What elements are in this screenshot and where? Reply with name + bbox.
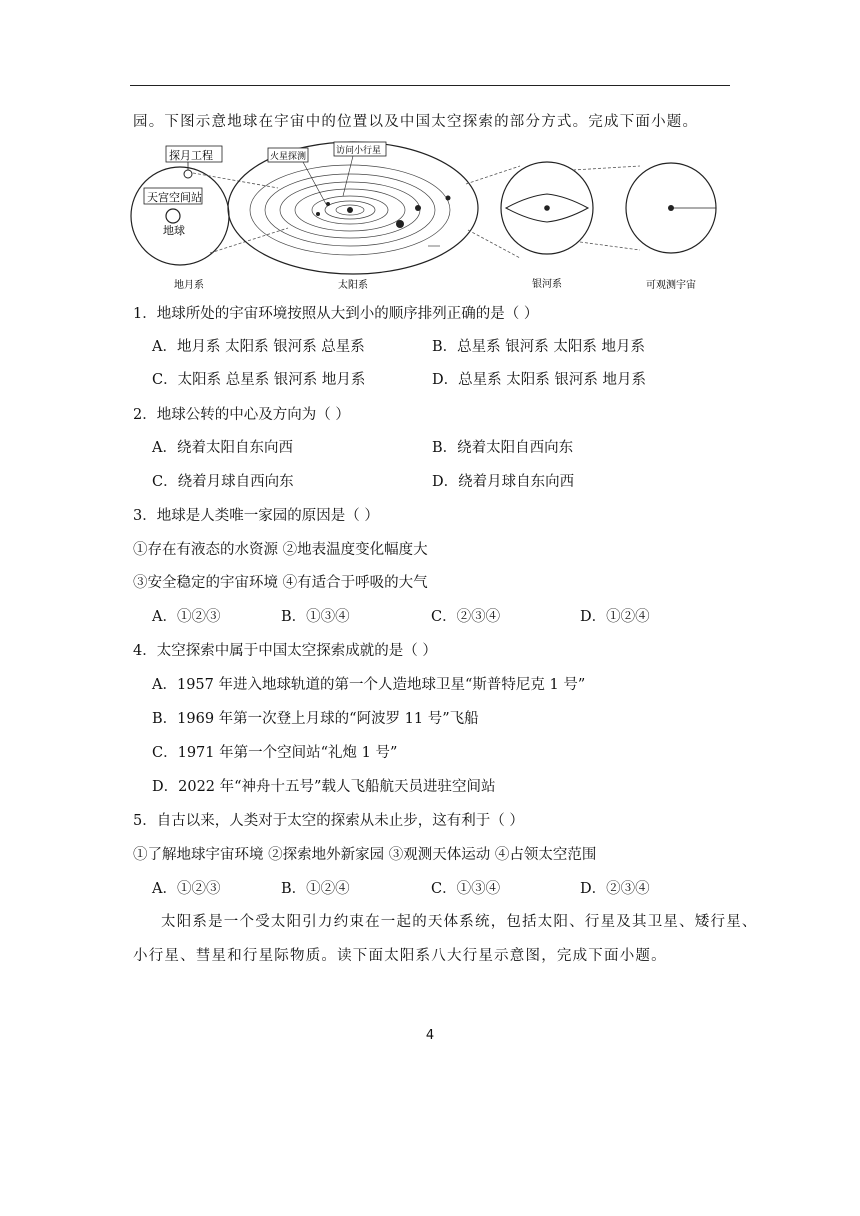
earth-dot bbox=[166, 209, 180, 223]
q5-option-c: C．①③④ bbox=[431, 881, 501, 897]
question-2-stem: 2．地球公转的中心及方向为（ ） bbox=[133, 407, 350, 423]
q1-option-b: B．总星系 银河系 太阳系 地月系 bbox=[432, 339, 645, 355]
q3-option-b: B．①③④ bbox=[281, 609, 350, 625]
question-5-stem: 5．自古以来，人类对于太空的探索从未止步，这有利于（ ） bbox=[133, 813, 524, 829]
q1-option-c: C．太阳系 总星系 银河系 地月系 bbox=[152, 372, 366, 388]
solar-system-ellipse bbox=[228, 142, 478, 274]
q1-option-a: A．地月系 太阳系 银河系 总星系 bbox=[152, 339, 365, 355]
q1-option-d: D．总星系 太阳系 银河系 地月系 bbox=[432, 372, 646, 388]
q5-statement-1: ①了解地球宇宙环境 ②探索地外新家园 ③观测天体运动 ④占领太空范围 bbox=[133, 847, 597, 863]
caption-solar-system: 太阳系 bbox=[338, 280, 368, 291]
intro-text: 园。下图示意地球在宇宙中的位置以及中国太空探索的部分方式。完成下面小题。 bbox=[133, 114, 699, 130]
caption-earth-moon: 地月系 bbox=[174, 280, 204, 291]
q4-option-a: A．1957 年进入地球轨道的第一个人造地球卫星“斯普特尼克 1 号” bbox=[152, 677, 586, 693]
q3-statement-1: ①存在有液态的水资源 ②地表温度变化幅度大 bbox=[133, 542, 428, 558]
q4-option-d: D．2022 年“神舟十五号”载人飞船航天员进驻空间站 bbox=[152, 779, 496, 795]
closing-paragraph-line-1: 太阳系是一个受太阳引力约束在一起的天体系统，包括太阳、行星及其卫星、矮行星、 bbox=[161, 914, 758, 930]
q2-option-a: A．绕着太阳自东向西 bbox=[152, 440, 293, 456]
moon-dot bbox=[184, 170, 192, 178]
q5-option-b: B．①②④ bbox=[281, 881, 350, 897]
question-4-stem: 4．太空探索中属于中国太空探索成就的是（ ） bbox=[133, 643, 437, 659]
page-number: 4 bbox=[425, 1028, 435, 1043]
q4-option-c: C．1971 年第一个空间站“礼炮 1 号” bbox=[152, 745, 398, 761]
q5-option-d: D．②③④ bbox=[580, 881, 650, 897]
caption-observable-universe: 可观测宇宙 bbox=[646, 280, 696, 291]
asteroid-label: 访问小行星 bbox=[336, 146, 382, 156]
universe-figure bbox=[128, 138, 730, 293]
caption-milky-way: 银河系 bbox=[532, 279, 562, 290]
question-3-stem: 3．地球是人类唯一家园的原因是（ ） bbox=[133, 508, 379, 524]
lunar-label: 探月工程 bbox=[169, 149, 213, 162]
earth-label: 地球 bbox=[163, 224, 185, 237]
closing-paragraph-line-2: 小行星、彗星和行星际物质。读下面太阳系八大行星示意图，完成下面小题。 bbox=[133, 948, 667, 964]
station-label: 天宫空间站 bbox=[147, 191, 202, 204]
q2-option-c: C．绕着月球自西向东 bbox=[152, 474, 294, 490]
q3-option-a: A．①②③ bbox=[152, 609, 221, 625]
q3-option-c: C．②③④ bbox=[431, 609, 501, 625]
q3-statement-2: ③安全稳定的宇宙环境 ④有适合于呼吸的大气 bbox=[133, 575, 428, 591]
q2-option-d: D．绕着月球自东向西 bbox=[432, 474, 575, 490]
sun-dot bbox=[347, 207, 353, 213]
q4-option-b: B．1969 年第一次登上月球的“阿波罗 11 号”飞船 bbox=[152, 711, 479, 727]
mars-label: 火星探测 bbox=[270, 152, 307, 162]
q5-option-a: A．①②③ bbox=[152, 881, 221, 897]
question-1-stem: 1．地球所处的宇宙环境按照从大到小的顺序排列正确的是（ ） bbox=[133, 306, 539, 322]
q3-option-d: D．①②④ bbox=[580, 609, 650, 625]
header-rule bbox=[130, 85, 730, 86]
q2-option-b: B．绕着太阳自西向东 bbox=[432, 440, 574, 456]
